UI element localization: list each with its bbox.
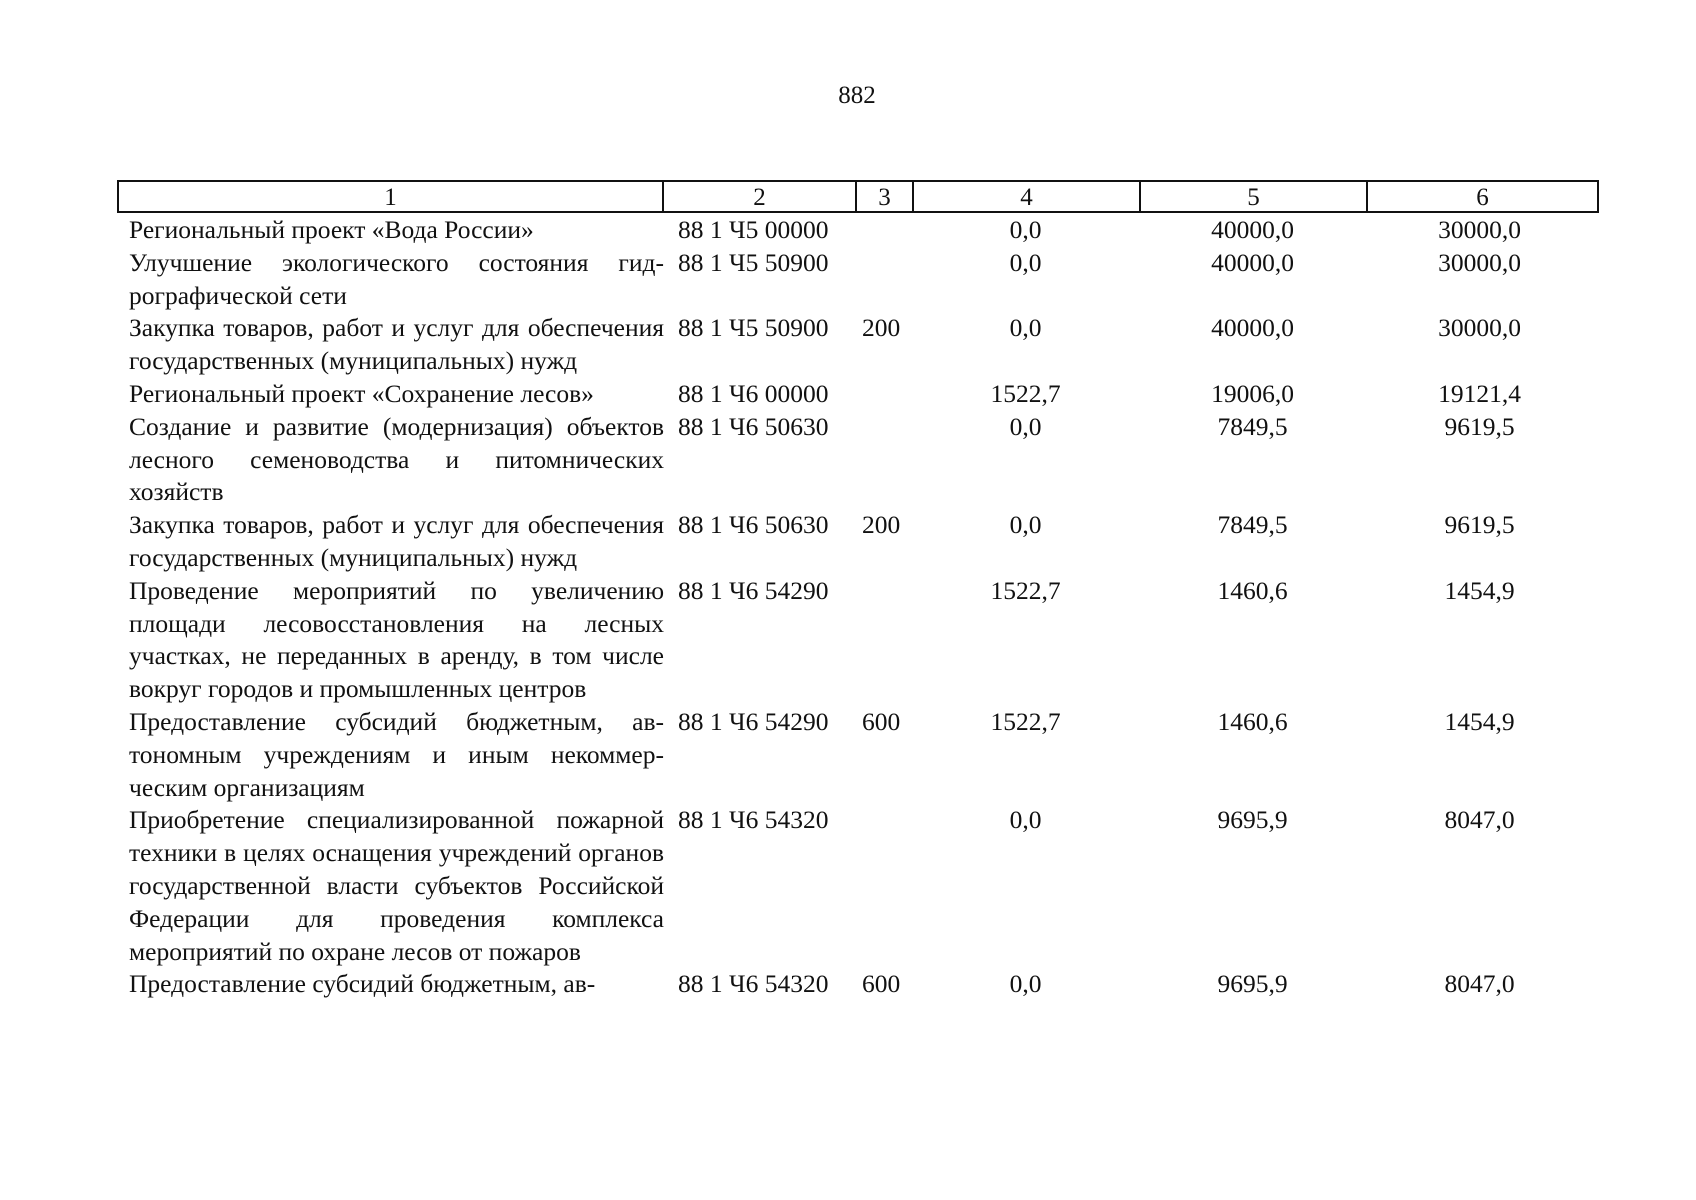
row-code: 88 1 Ч6 54290: [678, 706, 829, 736]
row-expense-type: 200: [862, 510, 901, 540]
row-value-col5: 7849,5: [1217, 510, 1288, 540]
row-value-col4: 1522,7: [990, 575, 1061, 605]
row-name: Региональный проект «Вода России»: [129, 215, 534, 244]
row-code: 88 1 Ч6 54290: [678, 575, 829, 605]
row-value-col6: 1454,9: [1444, 575, 1515, 605]
row-value-col5: 1460,6: [1217, 706, 1288, 736]
column-header-4: 4: [914, 182, 1141, 211]
row-name: Создание и развитие (модернизация) объектов лесного семеноводства и питомнических хозяйств: [129, 411, 664, 507]
row-value-col6: 1454,9: [1444, 706, 1515, 736]
row-value-col4: 0,0: [1009, 411, 1042, 441]
row-name: Региональный проект «Сохранение лесов»: [129, 378, 594, 408]
table-row: [117, 968, 1599, 1001]
table-row: [117, 312, 1599, 378]
page-number: 882: [838, 82, 876, 109]
table-header: [117, 180, 1599, 213]
row-value-col6: 30000,0: [1438, 313, 1521, 343]
row-value-col4: 0,0: [1009, 247, 1042, 277]
row-name: Закупка товаров, работ и услуг для обеспечения государственных (муниципальных) нужд: [129, 510, 664, 572]
row-value-col6: 9619,5: [1444, 510, 1515, 540]
row-value-col4: 0,0: [1009, 969, 1042, 999]
table-body: [117, 214, 1599, 1001]
row-code: 88 1 Ч6 54320: [678, 969, 829, 999]
row-value-col6: 30000,0: [1438, 215, 1521, 244]
row-value-col4: 0,0: [1009, 805, 1042, 835]
table-row: [117, 378, 1599, 411]
row-value-col5: 7849,5: [1217, 411, 1288, 441]
column-header-5: 5: [1141, 182, 1368, 211]
row-expense-type: 600: [862, 969, 901, 999]
row-value-col5: 40000,0: [1211, 313, 1294, 343]
column-header-6: 6: [1476, 184, 1489, 211]
table-row: [117, 575, 1599, 706]
row-value-col4: 0,0: [1009, 215, 1042, 244]
row-value-col4: 1522,7: [990, 706, 1061, 736]
table-row: [117, 804, 1599, 968]
row-value-col6: 8047,0: [1444, 805, 1515, 835]
row-value-col4: 1522,7: [990, 378, 1061, 408]
row-value-col6: 9619,5: [1444, 411, 1515, 441]
row-code: 88 1 Ч6 50630: [678, 510, 829, 540]
table-row: [117, 509, 1599, 575]
column-header-3: 3: [857, 182, 914, 211]
row-name: Проведение мероприятий по увеличению площади лесовосстановления на лесных участках, не переданных в аренду, в том числе вокруг городов и промышленных центров: [129, 575, 664, 704]
row-value-col6: 30000,0: [1438, 247, 1521, 277]
row-name: Приобретение специализированной пожарной техники в целях оснащения учреждений органов государственной власти субъектов Российской Федерации для проведения комплекса мероприятий по охране лесов от пожаров: [129, 805, 664, 966]
row-code: 88 1 Ч5 00000: [678, 215, 829, 244]
column-header-2: 2: [664, 182, 857, 211]
row-name: Предоставление субсидий бюджетным, ав-: [129, 969, 596, 999]
row-value-col4: 0,0: [1009, 313, 1042, 343]
row-code: 88 1 Ч5 50900: [678, 247, 829, 277]
row-name: Закупка товаров, работ и услуг для обеспечения государственных (муниципальных) нужд: [129, 313, 664, 376]
column-header-1: 1: [119, 182, 664, 211]
row-code: 88 1 Ч6 54320: [678, 805, 829, 835]
row-value-col5: 9695,9: [1217, 805, 1288, 835]
row-expense-type: 600: [862, 706, 901, 736]
row-value-col6: 19121,4: [1438, 378, 1521, 408]
row-value-col5: 40000,0: [1211, 215, 1294, 244]
row-value-col5: 9695,9: [1217, 969, 1288, 999]
row-value-col5: 1460,6: [1217, 575, 1288, 605]
row-name: Улучшение экологического состояния гидрографической сети: [129, 247, 664, 310]
table-row: [117, 411, 1599, 509]
row-code: 88 1 Ч6 50630: [678, 411, 829, 441]
row-value-col5: 19006,0: [1211, 378, 1294, 408]
table-row: [117, 247, 1599, 313]
table-row: [117, 706, 1599, 804]
row-value-col6: 8047,0: [1444, 969, 1515, 999]
row-value-col5: 40000,0: [1211, 247, 1294, 277]
row-code: 88 1 Ч5 50900: [678, 313, 829, 343]
row-expense-type: 200: [862, 313, 901, 343]
row-name: Предоставление субсидий бюджетным, автономным учреждениям и иным некоммерческим организациям: [129, 706, 664, 802]
row-code: 88 1 Ч6 00000: [678, 378, 829, 408]
table-row: [117, 214, 1599, 247]
row-value-col4: 0,0: [1009, 510, 1042, 540]
